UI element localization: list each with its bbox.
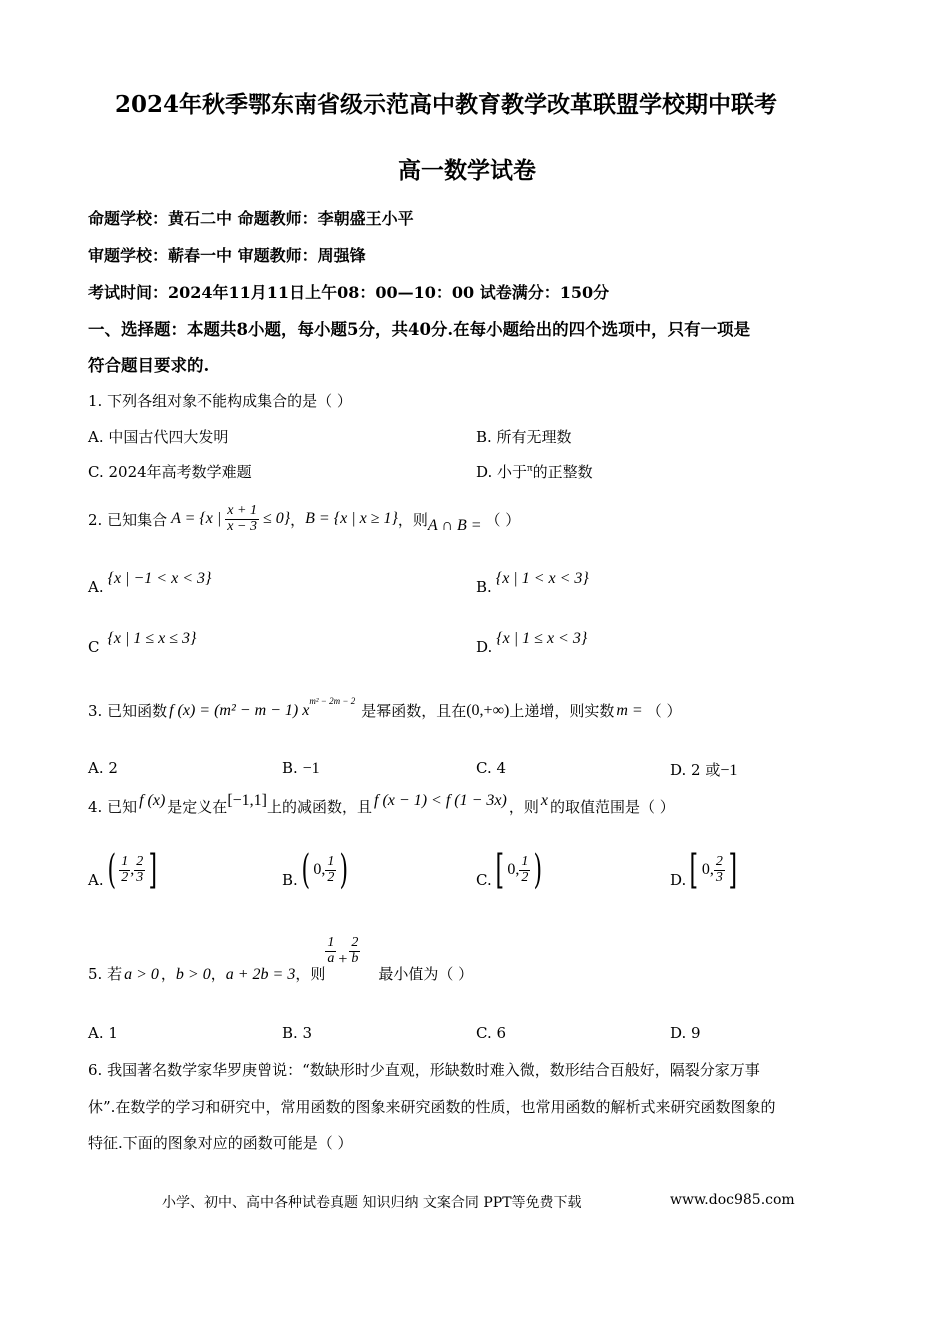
q1-option-c: C. 2024年高考数学难题 [88,463,252,481]
q2-comma2: ，则 [397,510,428,529]
q4-option-a: A. ( $\frac{1}{2}$ , $\frac{2}{3}$ ] [88,847,158,893]
q3-interval: (0,+∞) [466,701,510,719]
q5-f1-den: a [327,950,335,966]
q2-option-a-value: {x | −1 < x < 3} [107,570,212,587]
exam-subtitle: 高一数学试卷 [398,157,536,184]
q4-tail: 的取值范围是（ ） [549,798,675,816]
bracket-right: ] [148,847,158,893]
q3-option-c: C. 4 [476,759,507,777]
q4-x: x [540,791,548,809]
q4-b-zero: 0, [313,861,326,878]
q4-d-d: 3 [715,869,723,885]
q4-d-zero: 0, [701,861,714,878]
q4-option-d-frac [714,855,725,885]
q1-option-d-post: 的正整数 [532,463,593,481]
q2-option-b [476,570,589,596]
q3-paren: （ ） [646,702,682,720]
q4-option-c-frac [519,855,530,885]
q5-plus: + [338,951,348,968]
q3-stem [88,695,682,721]
q5-frac2 [349,936,360,966]
section-heading-line1: 一、选择题：本题共8小题，每小题5分，共40分.在每小题给出的四个选项中，只有一项是 [88,320,751,339]
q4-a-n1: 1 [121,853,129,869]
q4-d-n: 2 [715,853,723,869]
q4-option-a-frac1 [119,855,130,885]
q4-option-a-label: A. [88,871,104,889]
q3-option-b-value: −1 [302,760,320,777]
q2-fraction-num: x + 1 [227,502,257,518]
section-heading-line2: 符合题目要求的. [88,356,210,375]
paren-right: ) [339,847,349,893]
q1-option-d [476,461,593,482]
q4-b-d: 2 [327,869,335,885]
q1-option-d-pre: D. 小于 [476,463,528,481]
q4-inequality: f (x − 1) < f (1 − 3x) [374,791,507,809]
q5-option-b: B. 3 [282,1024,313,1042]
q5-f1-num: 1 [327,935,335,950]
q4-option-d-label: D. [670,871,687,889]
q2-fraction [225,504,259,534]
q4-c-d: 2 [521,869,529,885]
q5-f2-den: b [351,950,359,966]
q1-option-a: A. 中国古代四大发明 [88,428,229,446]
q4-mid3: ，则 [508,798,539,816]
q4-c-zero: 0, [507,861,520,878]
q3-option-d [670,759,737,780]
q2-option-d-value: {x | 1 ≤ x < 3} [496,630,588,647]
bracket-left: [ [689,847,699,893]
footer-url[interactable]: www.doc985.com [670,1192,795,1208]
pi-symbol: π [527,462,533,474]
q2-option-b-value: {x | 1 < x < 3} [495,570,589,587]
meta-line-time: 考试时间：2024年11月11日上午08：00—10：00 试卷满分：150分 [88,283,610,302]
paren-left: ( [107,847,116,893]
q3-pre: 3. 已知函数 [88,702,168,720]
q4-option-b-frac [325,855,336,885]
q3-option-b-label: B. [282,759,298,777]
q3-option-d-label: D. 2 或 [670,761,721,779]
q3-tail: 上递增，则实数 [509,702,615,720]
q4-mid2: 上的减函数，且 [267,798,373,816]
q5-sep1: ， [160,965,176,983]
q5-option-d: D. 9 [670,1024,701,1042]
q4-c-n: 1 [521,853,529,869]
q1-stem: 1. 下列各组对象不能构成集合的是（ ） [88,392,352,410]
q2-pre: 2. 已知集合 [88,510,168,529]
q4-b-n: 1 [327,853,335,869]
q3-exponent: m² − 2m − 2 [309,695,356,706]
q5-option-a: A. 1 [88,1024,118,1042]
q2-option-b-label: B. [476,578,492,596]
q2-paren: （ ） [485,510,521,529]
q2-fraction-den: x − 3 [227,518,257,534]
q5-cond2: b > 0 [175,966,211,983]
q3-mid: 是幂函数，且在 [361,702,467,720]
q4-option-b-label: B. [282,871,298,889]
q4-pre: 4. 已知 [88,798,138,816]
meta-line-author: 命题学校：黄石二中 命题教师：李朝盛王小平 [88,209,414,228]
q5-sep2: ， [210,965,226,983]
q4-stem [88,791,675,817]
q2-option-a [88,570,212,596]
q2-option-d-label: D. [476,638,493,656]
q2-stem [88,496,520,542]
q4-mid1: 是定义在 [167,798,228,816]
q2-option-a-label: A. [88,578,104,596]
q4-option-c [476,847,546,893]
q5-stem [88,936,473,984]
q4-fx: f (x) [139,791,166,809]
footer-text: 小学、初中、高中各种试卷真题 知识归纳 文案合同 PPT等免费下载 [162,1195,582,1211]
q5-sep3: ，则 [295,965,326,983]
exam-title: 2024年秋季鄂东南省级示范高中教育教学改革联盟学校期中联考 [115,91,778,118]
bracket-left: [ [495,847,504,893]
q4-a-d2: 3 [136,869,144,885]
q5-tail: 最小值为（ ） [378,965,474,983]
q3-option-a: A. 2 [88,759,118,777]
q2-comma1: ， [290,510,306,529]
bracket-right: ] [728,847,737,893]
q4-a-n2: 2 [136,853,144,869]
q2-option-c [88,630,197,656]
q1-option-b: B. 所有无理数 [476,428,572,446]
q4-a-d1: 2 [121,869,129,885]
q2-ask: A ∩ B = [427,517,482,534]
meta-line-reviewer: 审题学校：蕲春一中 审题教师：周强锋 [88,246,366,265]
paren-right: ) [533,847,543,893]
q5-frac1 [325,936,336,966]
q4-option-b [282,847,352,893]
paren-left: ( [301,847,310,893]
q3-option-b [282,759,320,778]
q2-option-c-label: C [88,638,100,656]
q2-set-a-tail: ≤ 0} [262,510,291,527]
q5-option-c: C. 6 [476,1024,507,1042]
q5-cond1: a > 0 [124,966,159,983]
q4-option-d [670,847,740,893]
q4-option-a-frac2 [134,855,145,885]
q2-set-b: B = {x | x ≥ 1} [305,510,398,527]
q5-cond3: a + 2b = 3 [225,966,296,983]
q6-line2: 休”.在数学的学习和研究中，常用函数的图象来研究函数的性质，也常用函数的解析式来研究函数图象的 [88,1098,776,1116]
q5-pre: 5. 若 [88,965,123,983]
q2-set-a: A = {x | [171,510,222,527]
q3-func: f (x) = (m² − m − 1) x [169,701,310,719]
q6-line3: 特征.下面的图象对应的函数可能是（ ） [88,1134,353,1152]
q3-ask: m = [616,701,643,719]
q2-option-d [476,630,588,656]
q6-line1: 6. 我国著名数学家华罗庚曾说：“数缺形时少直观，形缺数时难入微，数形结合百般好，隔裂分家万事 [88,1061,760,1079]
q3-option-d-value: −1 [720,762,738,779]
q5-f2-num: 2 [351,935,359,950]
q2-option-c-value: {x | 1 ≤ x ≤ 3} [107,630,197,647]
q4-option-c-label: C. [476,871,492,889]
q4-domain: [−1,1] [227,791,267,809]
